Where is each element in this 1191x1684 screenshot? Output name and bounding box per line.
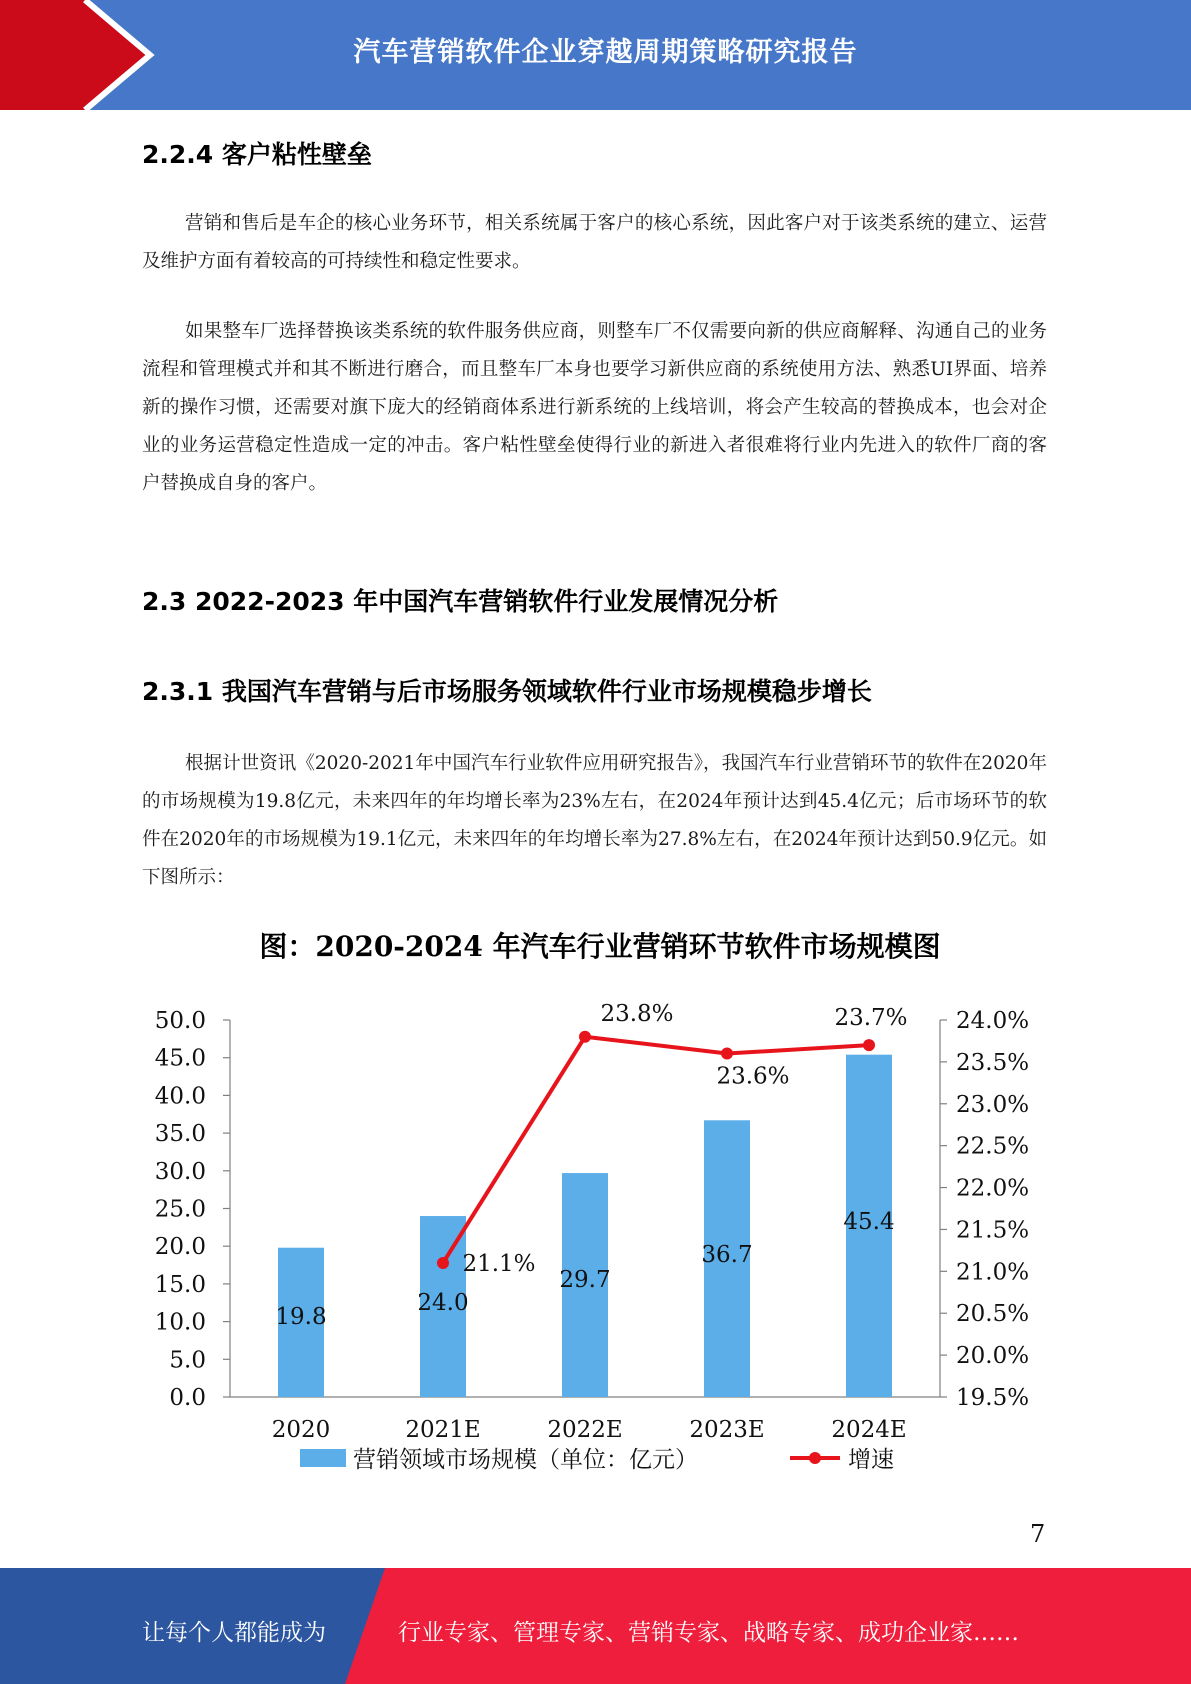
y-left-tick-label: 35.0 bbox=[154, 1121, 206, 1148]
y-right-tick-label: 20.0% bbox=[956, 1343, 1030, 1370]
y-left-tick-label: 20.0 bbox=[154, 1234, 206, 1261]
y-right-tick-label: 19.5% bbox=[956, 1385, 1030, 1411]
x-tick-label: 2023E bbox=[689, 1417, 765, 1443]
y-left-tick-label: 0.0 bbox=[169, 1385, 206, 1411]
bar-value-label: 24.0 bbox=[417, 1290, 469, 1316]
growth-rate-label: 21.1% bbox=[462, 1250, 536, 1277]
x-tick-label: 2022E bbox=[547, 1417, 623, 1443]
x-tick-label: 2021E bbox=[405, 1417, 481, 1443]
chart-canvas bbox=[140, 925, 1060, 1505]
y-left-tick-label: 5.0 bbox=[169, 1347, 206, 1374]
y-right-tick-label: 23.0% bbox=[956, 1091, 1030, 1118]
paragraph-market-size: 根据计世资讯《2020-2021年中国汽车行业软件应用研究报告》，我国汽车行业营销环节的软件在2020年的市场规模为19.8亿元，未来四年的年均增长率为23%左右，在2024年预计达到45.4亿元；后市场环节的软件在2020年的市场规模为19.1亿元，未来四年的年均增长率为27.8%左右，在2024年预计达到50.9亿元。如下图所示： bbox=[142, 753, 1047, 888]
y-left-tick-label: 15.0 bbox=[154, 1271, 206, 1298]
bar-value-label: 29.7 bbox=[559, 1267, 611, 1293]
legend-bar-label: 营销领域市场规模（单位：亿元） bbox=[353, 1447, 698, 1473]
chart-title: 图：2020-2024 年汽车行业营销环节软件市场规模图 bbox=[259, 930, 941, 963]
y-left-tick-label: 40.0 bbox=[154, 1083, 206, 1110]
y-right-tick-label: 21.0% bbox=[956, 1259, 1030, 1286]
page-number: 7 bbox=[1030, 1520, 1046, 1548]
x-tick-label: 2024E bbox=[831, 1417, 907, 1443]
legend-line-marker bbox=[809, 1452, 821, 1464]
y-left-tick-label: 30.0 bbox=[154, 1158, 206, 1185]
y-right-tick-label: 21.5% bbox=[956, 1217, 1030, 1244]
y-right-tick-label: 24.0% bbox=[956, 1008, 1030, 1034]
growth-point-2022E bbox=[579, 1031, 591, 1043]
footer-slogan-right: 行业专家、管理专家、营销专家、战略专家、成功企业家…… bbox=[398, 1620, 1019, 1646]
market-size-chart bbox=[140, 925, 1060, 1505]
paragraph-switching-cost-detail: 如果整车厂选择替换该类系统的软件服务供应商，则整车厂不仅需要向新的供应商解释、沟通自己的业务流程和管理模式并和其不断进行磨合，而且整车厂本身也要学习新供应商的系统使用方法、熟悉UI界面、培养新的操作习惯，还需要对旗下庞大的经销商体系进行新系统的上线培训，将会产生较高的替换成本，也会对企业的业务运营稳定性造成一定的冲击。客户粘性壁垒使得行业的新进入者很难将行业内先进入的软件厂商的客户替换成自身的客户。 bbox=[142, 321, 1047, 494]
growth-rate-label: 23.8% bbox=[600, 1000, 674, 1027]
footer-slogan-left: 让每个人都能成为 bbox=[142, 1620, 326, 1646]
x-tick-label: 2020 bbox=[271, 1417, 331, 1443]
growth-rate-label: 23.7% bbox=[834, 1005, 908, 1032]
growth-rate-label: 23.6% bbox=[716, 1063, 790, 1090]
section-heading-2-3-1: 2.3.1 我国汽车营销与后市场服务领域软件行业市场规模稳步增长 bbox=[142, 677, 872, 706]
section-heading-2-2-4: 2.2.4 客户粘性壁垒 bbox=[142, 140, 372, 169]
header-title: 汽车营销软件企业穿越周期策略研究报告 bbox=[353, 37, 858, 68]
y-left-tick-label: 50.0 bbox=[154, 1008, 206, 1034]
legend-bar-swatch bbox=[300, 1449, 346, 1467]
y-left-tick-label: 10.0 bbox=[154, 1309, 206, 1336]
bar-value-label: 36.7 bbox=[701, 1242, 753, 1268]
legend-line-label: 增速 bbox=[848, 1447, 894, 1473]
y-right-tick-label: 22.5% bbox=[956, 1133, 1030, 1160]
section-heading-2-3: 2.3 2022-2023 年中国汽车营销软件行业发展情况分析 bbox=[142, 587, 779, 616]
bar-value-label: 19.8 bbox=[275, 1304, 327, 1330]
growth-rate-line bbox=[443, 1037, 869, 1263]
growth-point-2023E bbox=[721, 1048, 733, 1060]
y-right-tick-label: 23.5% bbox=[956, 1049, 1030, 1076]
paragraph-switching-cost-intro: 营销和售后是车企的核心业务环节，相关系统属于客户的核心系统，因此客户对于该类系统的建立、运营及维护方面有着较高的可持续性和稳定性要求。 bbox=[142, 213, 1047, 272]
y-left-tick-label: 45.0 bbox=[154, 1045, 206, 1072]
page-header bbox=[0, 0, 1191, 110]
y-right-tick-label: 22.0% bbox=[956, 1175, 1030, 1202]
growth-point-2021E bbox=[437, 1257, 449, 1269]
growth-point-2024E bbox=[863, 1039, 875, 1051]
page-footer bbox=[0, 1568, 1191, 1684]
bar-value-label: 45.4 bbox=[843, 1209, 895, 1235]
y-right-tick-label: 20.5% bbox=[956, 1301, 1030, 1328]
y-left-tick-label: 25.0 bbox=[154, 1196, 206, 1223]
